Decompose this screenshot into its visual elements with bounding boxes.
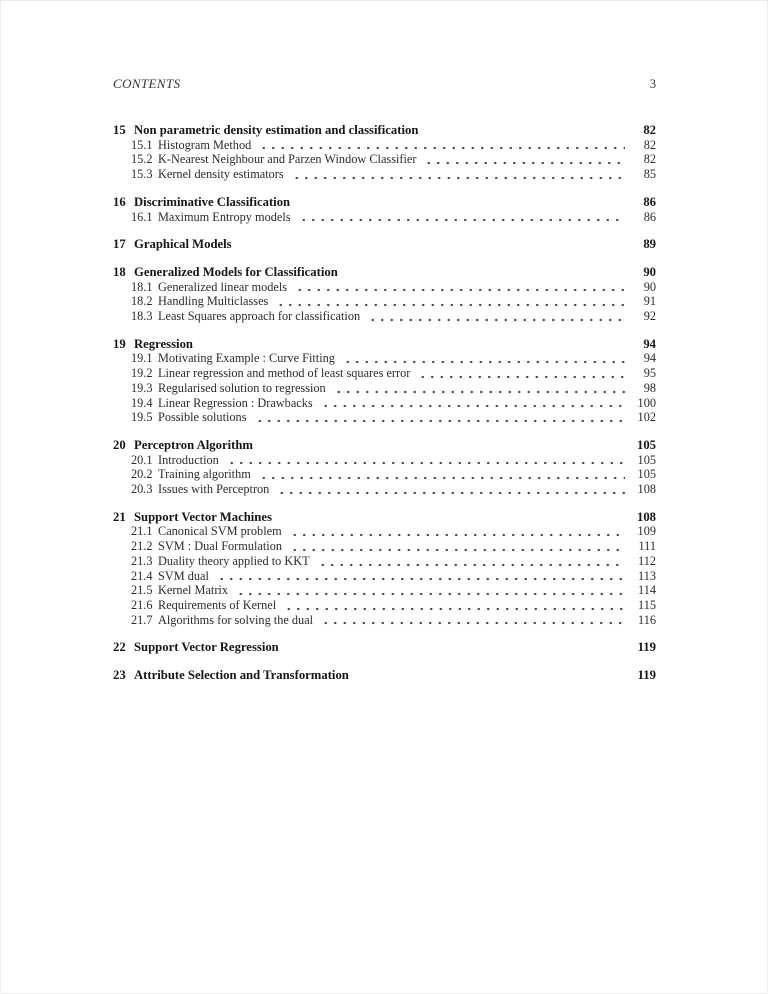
dot-leader: [217, 577, 625, 581]
leader-spacer: [298, 204, 625, 208]
toc-subsection-entry[interactable]: [113, 280, 656, 295]
dot-leader: [334, 390, 625, 394]
entry-title: Algorithms for solving the dual: [158, 612, 314, 627]
leader-spacer: [240, 246, 625, 250]
entry-title: Regression: [134, 336, 193, 351]
entry-number: 19.1: [131, 351, 153, 366]
dot-leader: [292, 176, 625, 180]
leader-spacer: [346, 274, 625, 278]
toc-subsection-entry[interactable]: [113, 167, 656, 182]
toc-subsection-entry[interactable]: [113, 138, 656, 153]
entry-number: 20.1: [131, 452, 153, 467]
entry-title: Duality theory applied to KKT: [158, 553, 310, 568]
entry-number: 19.2: [131, 366, 153, 381]
entry-page-number: 95: [643, 366, 656, 381]
toc-subsection-entry[interactable]: [113, 453, 656, 468]
dot-leader: [277, 491, 625, 495]
table-of-contents: [113, 123, 656, 683]
leader-spacer: [261, 447, 625, 451]
entry-title: Regularised solution to regression: [158, 380, 326, 395]
toc-section-20: [113, 438, 656, 497]
toc-subsection-entry[interactable]: [113, 598, 656, 613]
entry-page-number: 119: [637, 668, 656, 683]
entry-title: Support Vector Machines: [134, 509, 272, 524]
entry-page-number: 105: [637, 467, 656, 482]
toc-subsection-entry[interactable]: [113, 554, 656, 569]
entry-title: Discriminative Classification: [134, 194, 291, 209]
entry-title: Motivating Example : Curve Fitting: [158, 351, 335, 366]
entry-title: Least Squares approach for classification: [158, 309, 361, 324]
entry-number: 15.3: [131, 167, 153, 182]
toc-section-entry[interactable]: [113, 510, 656, 525]
entry-page-number: 113: [638, 568, 656, 583]
toc-section-15: [113, 123, 656, 182]
entry-title: Graphical Models: [134, 237, 232, 252]
toc-subsection-entry[interactable]: [113, 539, 656, 554]
dot-leader: [418, 375, 625, 379]
entry-number: 18.3: [131, 309, 153, 324]
entry-page-number: 119: [637, 640, 656, 655]
entry-number: 15.1: [131, 137, 153, 152]
entry-title: Non parametric density estimation and classification: [134, 123, 419, 137]
entry-number: 21.6: [131, 597, 153, 612]
entry-page-number: 92: [643, 309, 656, 324]
entry-title: Linear regression and method of least squares error: [158, 366, 411, 381]
leader-spacer: [287, 649, 625, 653]
header-page-number: 3: [649, 77, 656, 91]
entry-number: 20.3: [131, 482, 153, 497]
entry-number: 19.3: [131, 380, 153, 395]
entry-number: 19.5: [131, 410, 153, 425]
entry-title: Generalized linear models: [158, 279, 288, 294]
dot-leader: [276, 303, 625, 307]
entry-number: 18.2: [131, 294, 153, 309]
dot-leader: [284, 607, 625, 611]
toc-section-16: [113, 195, 656, 224]
entry-page-number: 109: [637, 524, 656, 539]
leader-spacer: [426, 132, 625, 136]
dot-leader: [236, 592, 625, 596]
dot-leader: [295, 288, 625, 292]
entry-page-number: 91: [643, 294, 656, 309]
toc-section-17: [113, 237, 656, 252]
entry-page-number: 105: [636, 437, 656, 452]
dot-leader: [318, 563, 625, 567]
dot-leader: [368, 318, 625, 322]
entry-page-number: 82: [643, 137, 656, 152]
entry-title: Perceptron Algorithm: [134, 437, 253, 452]
entry-title: Requirements of Kernel: [158, 597, 277, 612]
entry-page-number: 94: [643, 336, 656, 351]
toc-subsection-entry[interactable]: [113, 583, 656, 598]
entry-number: 22: [113, 640, 126, 655]
entry-number: 21.1: [131, 524, 153, 539]
entry-title: Possible solutions: [158, 410, 247, 425]
toc-subsection-entry[interactable]: [113, 309, 656, 324]
entry-title: Generalized Models for Classification: [134, 264, 338, 279]
dot-leader: [259, 476, 625, 480]
toc-section-entry[interactable]: [113, 265, 656, 280]
leader-spacer: [201, 345, 625, 349]
entry-page-number: 89: [643, 237, 656, 252]
toc-subsection-entry[interactable]: [113, 152, 656, 167]
dot-leader: [290, 548, 625, 552]
toc-section-18: [113, 265, 656, 324]
toc-section-entry[interactable]: [113, 640, 656, 655]
toc-section-entry[interactable]: [113, 438, 656, 453]
entry-page-number: 102: [637, 410, 656, 425]
entry-title: SVM : Dual Formulation: [158, 539, 282, 554]
entry-title: Introduction: [158, 452, 219, 467]
entry-number: 16: [113, 194, 126, 209]
entry-page-number: 98: [643, 380, 656, 395]
entry-title: Canonical SVM problem: [158, 524, 282, 539]
entry-number: 21: [113, 509, 126, 524]
dot-leader: [424, 161, 625, 165]
toc-section-entry[interactable]: [113, 668, 656, 683]
entry-number: 20.2: [131, 467, 153, 482]
entry-number: 15: [113, 123, 126, 137]
entry-number: 21.3: [131, 553, 153, 568]
dot-leader: [290, 533, 625, 537]
entry-number: 21.2: [131, 539, 153, 554]
entry-page-number: 116: [638, 612, 656, 627]
entry-page-number: 108: [637, 482, 656, 497]
toc-subsection-entry[interactable]: [113, 569, 656, 584]
entry-title: Kernel Matrix: [158, 583, 228, 598]
toc-section-21: [113, 510, 656, 628]
dot-leader: [321, 404, 625, 408]
dot-leader: [255, 419, 626, 423]
entry-title: Training algorithm: [158, 467, 251, 482]
entry-page-number: 100: [637, 395, 656, 410]
toc-subsection-entry[interactable]: [113, 410, 656, 425]
entry-page-number: 112: [638, 553, 656, 568]
entry-number: 20: [113, 437, 126, 452]
dot-leader: [343, 360, 625, 364]
dot-leader: [321, 621, 625, 625]
leader-spacer: [357, 677, 625, 681]
entry-page-number: 94: [643, 351, 656, 366]
entry-page-number: 82: [643, 152, 656, 167]
entry-page-number: 105: [637, 452, 656, 467]
toc-subsection-entry[interactable]: [113, 396, 656, 411]
toc-section-entry[interactable]: [113, 237, 656, 252]
toc-section-23: [113, 668, 656, 683]
toc-subsection-entry[interactable]: [113, 482, 656, 497]
entry-page-number: 111: [638, 539, 656, 554]
running-header: [113, 76, 656, 92]
entry-number: 18: [113, 264, 126, 279]
entry-title: Support Vector Regression: [134, 640, 279, 655]
entry-title: Handling Multiclasses: [158, 294, 269, 309]
entry-number: 17: [113, 237, 126, 252]
entry-number: 21.5: [131, 583, 153, 598]
entry-number: 18.1: [131, 279, 153, 294]
toc-subsection-entry[interactable]: [113, 210, 656, 225]
toc-section-entry[interactable]: [113, 123, 656, 138]
toc-section-entry[interactable]: [113, 195, 656, 210]
entry-title: K-Nearest Neighbour and Parzen Window Classifier: [158, 152, 417, 167]
entry-number: 23: [113, 668, 126, 683]
entry-number: 19.4: [131, 395, 153, 410]
entry-page-number: 90: [643, 264, 656, 279]
entry-page-number: 115: [638, 597, 656, 612]
entry-title: Issues with Perceptron: [158, 482, 270, 497]
toc-subsection-entry[interactable]: [113, 613, 656, 628]
entry-title: SVM dual: [158, 568, 209, 583]
entry-number: 21.7: [131, 612, 153, 627]
toc-subsection-entry[interactable]: [113, 381, 656, 396]
toc-subsection-entry[interactable]: [113, 467, 656, 482]
dot-leader: [227, 461, 625, 465]
entry-page-number: 82: [643, 123, 656, 137]
entry-page-number: 86: [643, 209, 656, 224]
dot-leader: [259, 146, 625, 150]
entry-title: Linear Regression : Drawbacks: [158, 395, 313, 410]
entry-number: 19: [113, 336, 126, 351]
entry-title: Kernel density estimators: [158, 167, 284, 182]
toc-section-entry[interactable]: [113, 337, 656, 352]
leader-spacer: [280, 518, 625, 522]
entry-page-number: 86: [643, 194, 656, 209]
entry-page-number: 108: [636, 509, 656, 524]
entry-title: Attribute Selection and Transformation: [134, 668, 349, 683]
page-content: [113, 76, 656, 696]
toc-subsection-entry[interactable]: [113, 351, 656, 366]
toc-subsection-entry[interactable]: [113, 366, 656, 381]
toc-subsection-entry[interactable]: [113, 524, 656, 539]
contents-header-title: CONTENTS: [113, 76, 181, 91]
entry-page-number: 90: [643, 279, 656, 294]
entry-title: Maximum Entropy models: [158, 209, 291, 224]
entry-number: 21.4: [131, 568, 153, 583]
dot-leader: [299, 218, 625, 222]
toc-section-22: [113, 640, 656, 655]
entry-page-number: 114: [638, 583, 656, 598]
entry-number: 15.2: [131, 152, 153, 167]
entry-page-number: 85: [643, 167, 656, 182]
entry-title: Histogram Method: [158, 137, 252, 152]
toc-section-19: [113, 337, 656, 425]
entry-number: 16.1: [131, 209, 153, 224]
toc-subsection-entry[interactable]: [113, 294, 656, 309]
